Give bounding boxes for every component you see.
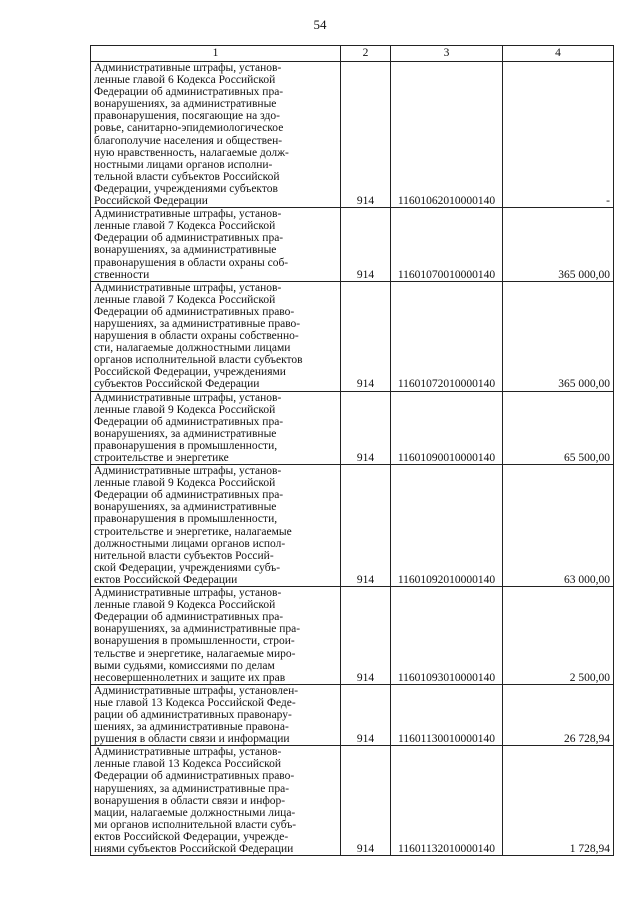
- row-admin-code: 914: [341, 281, 391, 391]
- row-classification-code: 11601092010000140: [391, 465, 503, 587]
- table-row: [91, 684, 614, 745]
- row-description: Административные штрафы, установлен- ные главой 13 Кодекса Российской Феде- рации об административных правонару- шениях, за административные правона- рушения в области связи и информации: [91, 684, 341, 745]
- row-amount: 63 000,00: [503, 465, 614, 587]
- table-row: [91, 746, 614, 856]
- row-admin-code: 914: [341, 684, 391, 745]
- table-row: [91, 62, 614, 208]
- row-admin-code: 914: [341, 391, 391, 465]
- row-admin-code: 914: [341, 587, 391, 685]
- row-classification-code: 11601070010000140: [391, 208, 503, 282]
- row-amount: 26 728,94: [503, 684, 614, 745]
- row-classification-code: 11601132010000140: [391, 746, 503, 856]
- table-row: [91, 587, 614, 685]
- row-description: Административные штрафы, установ- ленные главой 9 Кодекса Российской Федерации об административных пра- вонарушениях, за административные правонарушения в промышленности, строительстве и энергетике, налагаемые должностными лицами органов испол- нительной власти субъектов Россий- ской Федерации, учреждениями субъ- ектов Российской Федерации: [91, 465, 341, 587]
- header-row: [91, 46, 614, 62]
- row-classification-code: 11601093010000140: [391, 587, 503, 685]
- column-header-2: 2: [341, 46, 391, 62]
- row-admin-code: 914: [341, 208, 391, 282]
- row-classification-code: 11601062010000140: [391, 62, 503, 208]
- column-header-3: 3: [391, 46, 503, 62]
- row-admin-code: 914: [341, 746, 391, 856]
- row-amount: 1 728,94: [503, 746, 614, 856]
- row-amount: 365 000,00: [503, 281, 614, 391]
- table-row: [91, 391, 614, 465]
- row-description: Административные штрафы, установ- ленные главой 6 Кодекса Российской Федерации об административных пра- вонарушениях, за административные правонарушения, посягающие на здо- ровье, санитарно-эпидемиологическое благополучие населения и обществен- ную нравственность, налагаемые долж- ностными лицами органов исполни- тельной власти субъектов Российской Федерации, учреждениями субъектов Российской Федерации: [91, 62, 341, 208]
- row-description: Административные штрафы, установ- ленные главой 9 Кодекса Российской Федерации об административных пра- вонарушениях, за административные правонарушения в промышленности, строительстве и энергетике: [91, 391, 341, 465]
- row-amount: -: [503, 62, 614, 208]
- row-description: Административные штрафы, установ- ленные главой 7 Кодекса Российской Федерации об административных право- нарушениях, за административные право- нарушения в области охраны собственно- сти, налагаемые должностными лицами органов исполнительной власти субъектов Российской Федерации, учреждениями субъектов Российской Федерации: [91, 281, 341, 391]
- table-row: [91, 281, 614, 391]
- column-header-1: 1: [91, 46, 341, 62]
- row-amount: 365 000,00: [503, 208, 614, 282]
- row-amount: 65 500,00: [503, 391, 614, 465]
- row-description: Административные штрафы, установ- ленные главой 9 Кодекса Российской Федерации об административных пра- вонарушениях, за административные пра- вонарушения в промышленности, строи- тельстве и энергетике, налагаемые миро- выми судьями, комиссиями по делам несовершеннолетних и защите их прав: [91, 587, 341, 685]
- row-amount: 2 500,00: [503, 587, 614, 685]
- row-admin-code: 914: [341, 62, 391, 208]
- row-description: Административные штрафы, установ- ленные главой 13 Кодекса Российской Федерации об административных право- нарушениях, за административные пра- вонарушения в области связи и инфор- мации, налагаемые должностными лица- ми органов исполнительной власти субъ- ектов Российской Федерации, учрежде- ниями субъектов Российской Федерации: [91, 746, 341, 856]
- page-number: 54: [313, 17, 327, 32]
- row-description: Административные штрафы, установ- ленные главой 7 Кодекса Российской Федерации об административных пра- вонарушениях, за административные правонарушения в области охраны соб- ственности: [91, 208, 341, 282]
- revenue-table: [90, 45, 614, 856]
- table-row: [91, 208, 614, 282]
- table-row: [91, 465, 614, 587]
- column-header-4: 4: [503, 46, 614, 62]
- row-admin-code: 914: [341, 465, 391, 587]
- row-classification-code: 11601090010000140: [391, 391, 503, 465]
- row-classification-code: 11601130010000140: [391, 684, 503, 745]
- row-classification-code: 11601072010000140: [391, 281, 503, 391]
